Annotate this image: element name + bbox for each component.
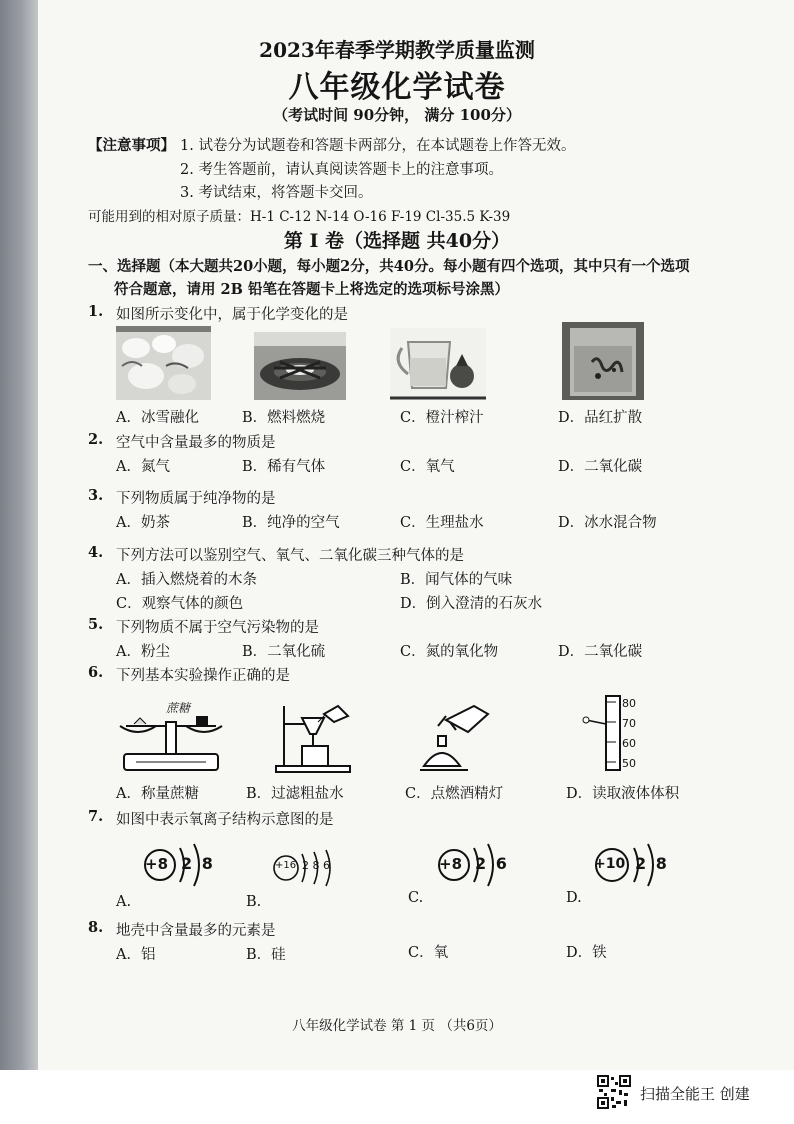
exam-info: （考试时间 90分钟， 满分 100分） bbox=[273, 106, 521, 124]
option: B．二氧化硫 bbox=[242, 644, 326, 660]
ice-melting-image bbox=[116, 326, 211, 400]
question-text: 下列基本实验操作正确的是 bbox=[116, 668, 290, 684]
ion-diagram-d bbox=[592, 840, 682, 890]
option: A．冰雪融化 bbox=[116, 410, 199, 426]
question-number: 4. bbox=[88, 544, 104, 561]
question-number: 3. bbox=[88, 487, 104, 504]
page-spine-shadow bbox=[0, 0, 40, 1070]
option: B. bbox=[246, 894, 262, 910]
question-text: 地壳中含量最多的元素是 bbox=[116, 923, 276, 939]
option: D．读取液体体积 bbox=[566, 786, 680, 802]
question-number: 8. bbox=[88, 919, 104, 936]
gas-stove-image bbox=[254, 332, 346, 400]
option: D. bbox=[566, 890, 582, 906]
option: A. bbox=[116, 894, 132, 910]
question-text: 下列物质属于纯净物的是 bbox=[116, 491, 276, 507]
option: A．称量蔗糖 bbox=[116, 786, 199, 802]
balance-drawing bbox=[116, 712, 226, 774]
option: D．冰水混合物 bbox=[558, 515, 657, 531]
question-number: 7. bbox=[88, 808, 104, 825]
cylinder-tick-label: 80 bbox=[622, 697, 636, 710]
option: C．氧气 bbox=[400, 459, 455, 475]
option: C. bbox=[408, 890, 424, 906]
question-number: 1. bbox=[88, 303, 104, 320]
note-item-2: 2. 考生答题前，请认真阅读答题卡上的注意事项。 bbox=[180, 162, 503, 178]
option: C．生理盐水 bbox=[400, 515, 484, 531]
note-item-3: 3. 考试结束，将答题卡交回。 bbox=[180, 185, 373, 201]
option: B．硅 bbox=[246, 947, 286, 963]
question-text: 空气中含量最多的物质是 bbox=[116, 435, 276, 451]
option: A．插入燃烧着的木条 bbox=[116, 572, 257, 588]
electron-shells: 2 6 bbox=[475, 854, 507, 873]
ion-diagram-a bbox=[140, 840, 230, 890]
option: B．纯净的空气 bbox=[242, 515, 340, 531]
option: A．氮气 bbox=[116, 459, 170, 475]
option: B．稀有气体 bbox=[242, 459, 326, 475]
nucleus-charge: +16 bbox=[275, 860, 297, 871]
option: A．粉尘 bbox=[116, 644, 170, 660]
question-text: 如图所示变化中，属于化学变化的是 bbox=[116, 307, 348, 323]
nucleus-charge: +8 bbox=[439, 855, 463, 873]
cylinder-tick-label: 70 bbox=[622, 717, 636, 730]
balance-label: 蔗糖 bbox=[166, 701, 191, 715]
atomic-masses: 可能用到的相对原子质量：H-1 C-12 N-14 O-16 F-19 Cl-35.5 K-39 bbox=[88, 209, 511, 225]
ion-diagram-c bbox=[434, 840, 514, 890]
nucleus-charge: +10 bbox=[594, 856, 626, 872]
section-title: 第 I 卷（选择题 共40分） bbox=[283, 230, 511, 252]
option: B．燃料燃烧 bbox=[242, 410, 326, 426]
exam-header-line1: 2023年春季学期教学质量监测 bbox=[259, 38, 535, 62]
electron-shells: 2 8 6 bbox=[302, 859, 330, 872]
option: C．点燃酒精灯 bbox=[405, 786, 504, 802]
option: D．二氧化碳 bbox=[558, 459, 643, 475]
option: D．二氧化碳 bbox=[558, 644, 643, 660]
question-number: 5. bbox=[88, 616, 104, 633]
juicer-image bbox=[390, 328, 486, 400]
option: D．铁 bbox=[566, 945, 607, 961]
option: C．氮的氧化物 bbox=[400, 644, 499, 660]
option: C．观察气体的颜色 bbox=[116, 596, 244, 612]
notes-label: 【注意事项】 bbox=[88, 137, 175, 154]
electron-shells: 2 8 bbox=[635, 854, 667, 873]
qr-code-icon bbox=[596, 1074, 632, 1110]
option: D．品红扩散 bbox=[558, 410, 643, 426]
cylinder-scale bbox=[622, 694, 636, 774]
option: C．氧 bbox=[408, 945, 449, 961]
option: A．铝 bbox=[116, 947, 156, 963]
exam-title: 八年级化学试卷 bbox=[288, 70, 506, 105]
scanner-watermark: 扫描全能王 创建 bbox=[640, 1085, 750, 1103]
option: D．倒入澄清的石灰水 bbox=[400, 596, 543, 612]
ion-diagram-b bbox=[272, 846, 352, 890]
question-number: 6. bbox=[88, 664, 104, 681]
page-footer: 八年级化学试卷 第 1 页 （共6页） bbox=[292, 1018, 502, 1034]
filtration-drawing bbox=[272, 702, 352, 776]
beaker-diffusion-image bbox=[562, 322, 644, 400]
option: C．橙汁榨汁 bbox=[400, 410, 484, 426]
note-item-1: 1. 试卷分为试题卷和答题卡两部分，在本试题卷上作答无效。 bbox=[180, 138, 576, 154]
alcohol-lamp-drawing bbox=[418, 700, 498, 774]
cylinder-tick-label: 60 bbox=[622, 737, 636, 750]
nucleus-charge: +8 bbox=[145, 855, 169, 873]
question-text: 下列方法可以鉴别空气、氧气、二氧化碳三种气体的是 bbox=[116, 548, 464, 564]
electron-shells: 2 8 bbox=[181, 854, 213, 873]
option: B．闻气体的气味 bbox=[400, 572, 513, 588]
option: B．过滤粗盐水 bbox=[246, 786, 344, 802]
option: A．奶茶 bbox=[116, 515, 170, 531]
section-instruction-1: 一、选择题（本大题共20小题，每小题2分，共40分。每小题有四个选项，其中只有一个选项 bbox=[88, 258, 690, 275]
cylinder-tick-label: 50 bbox=[622, 757, 636, 770]
question-text: 如图中表示氧离子结构示意图的是 bbox=[116, 812, 334, 828]
graduated-cylinder-drawing bbox=[578, 694, 648, 774]
section-instruction-2: 符合题意，请用 2B 铅笔在答题卡上将选定的选项标号涂黑） bbox=[114, 281, 509, 298]
question-text: 下列物质不属于空气污染物的是 bbox=[116, 620, 319, 636]
question-number: 2. bbox=[88, 431, 104, 448]
